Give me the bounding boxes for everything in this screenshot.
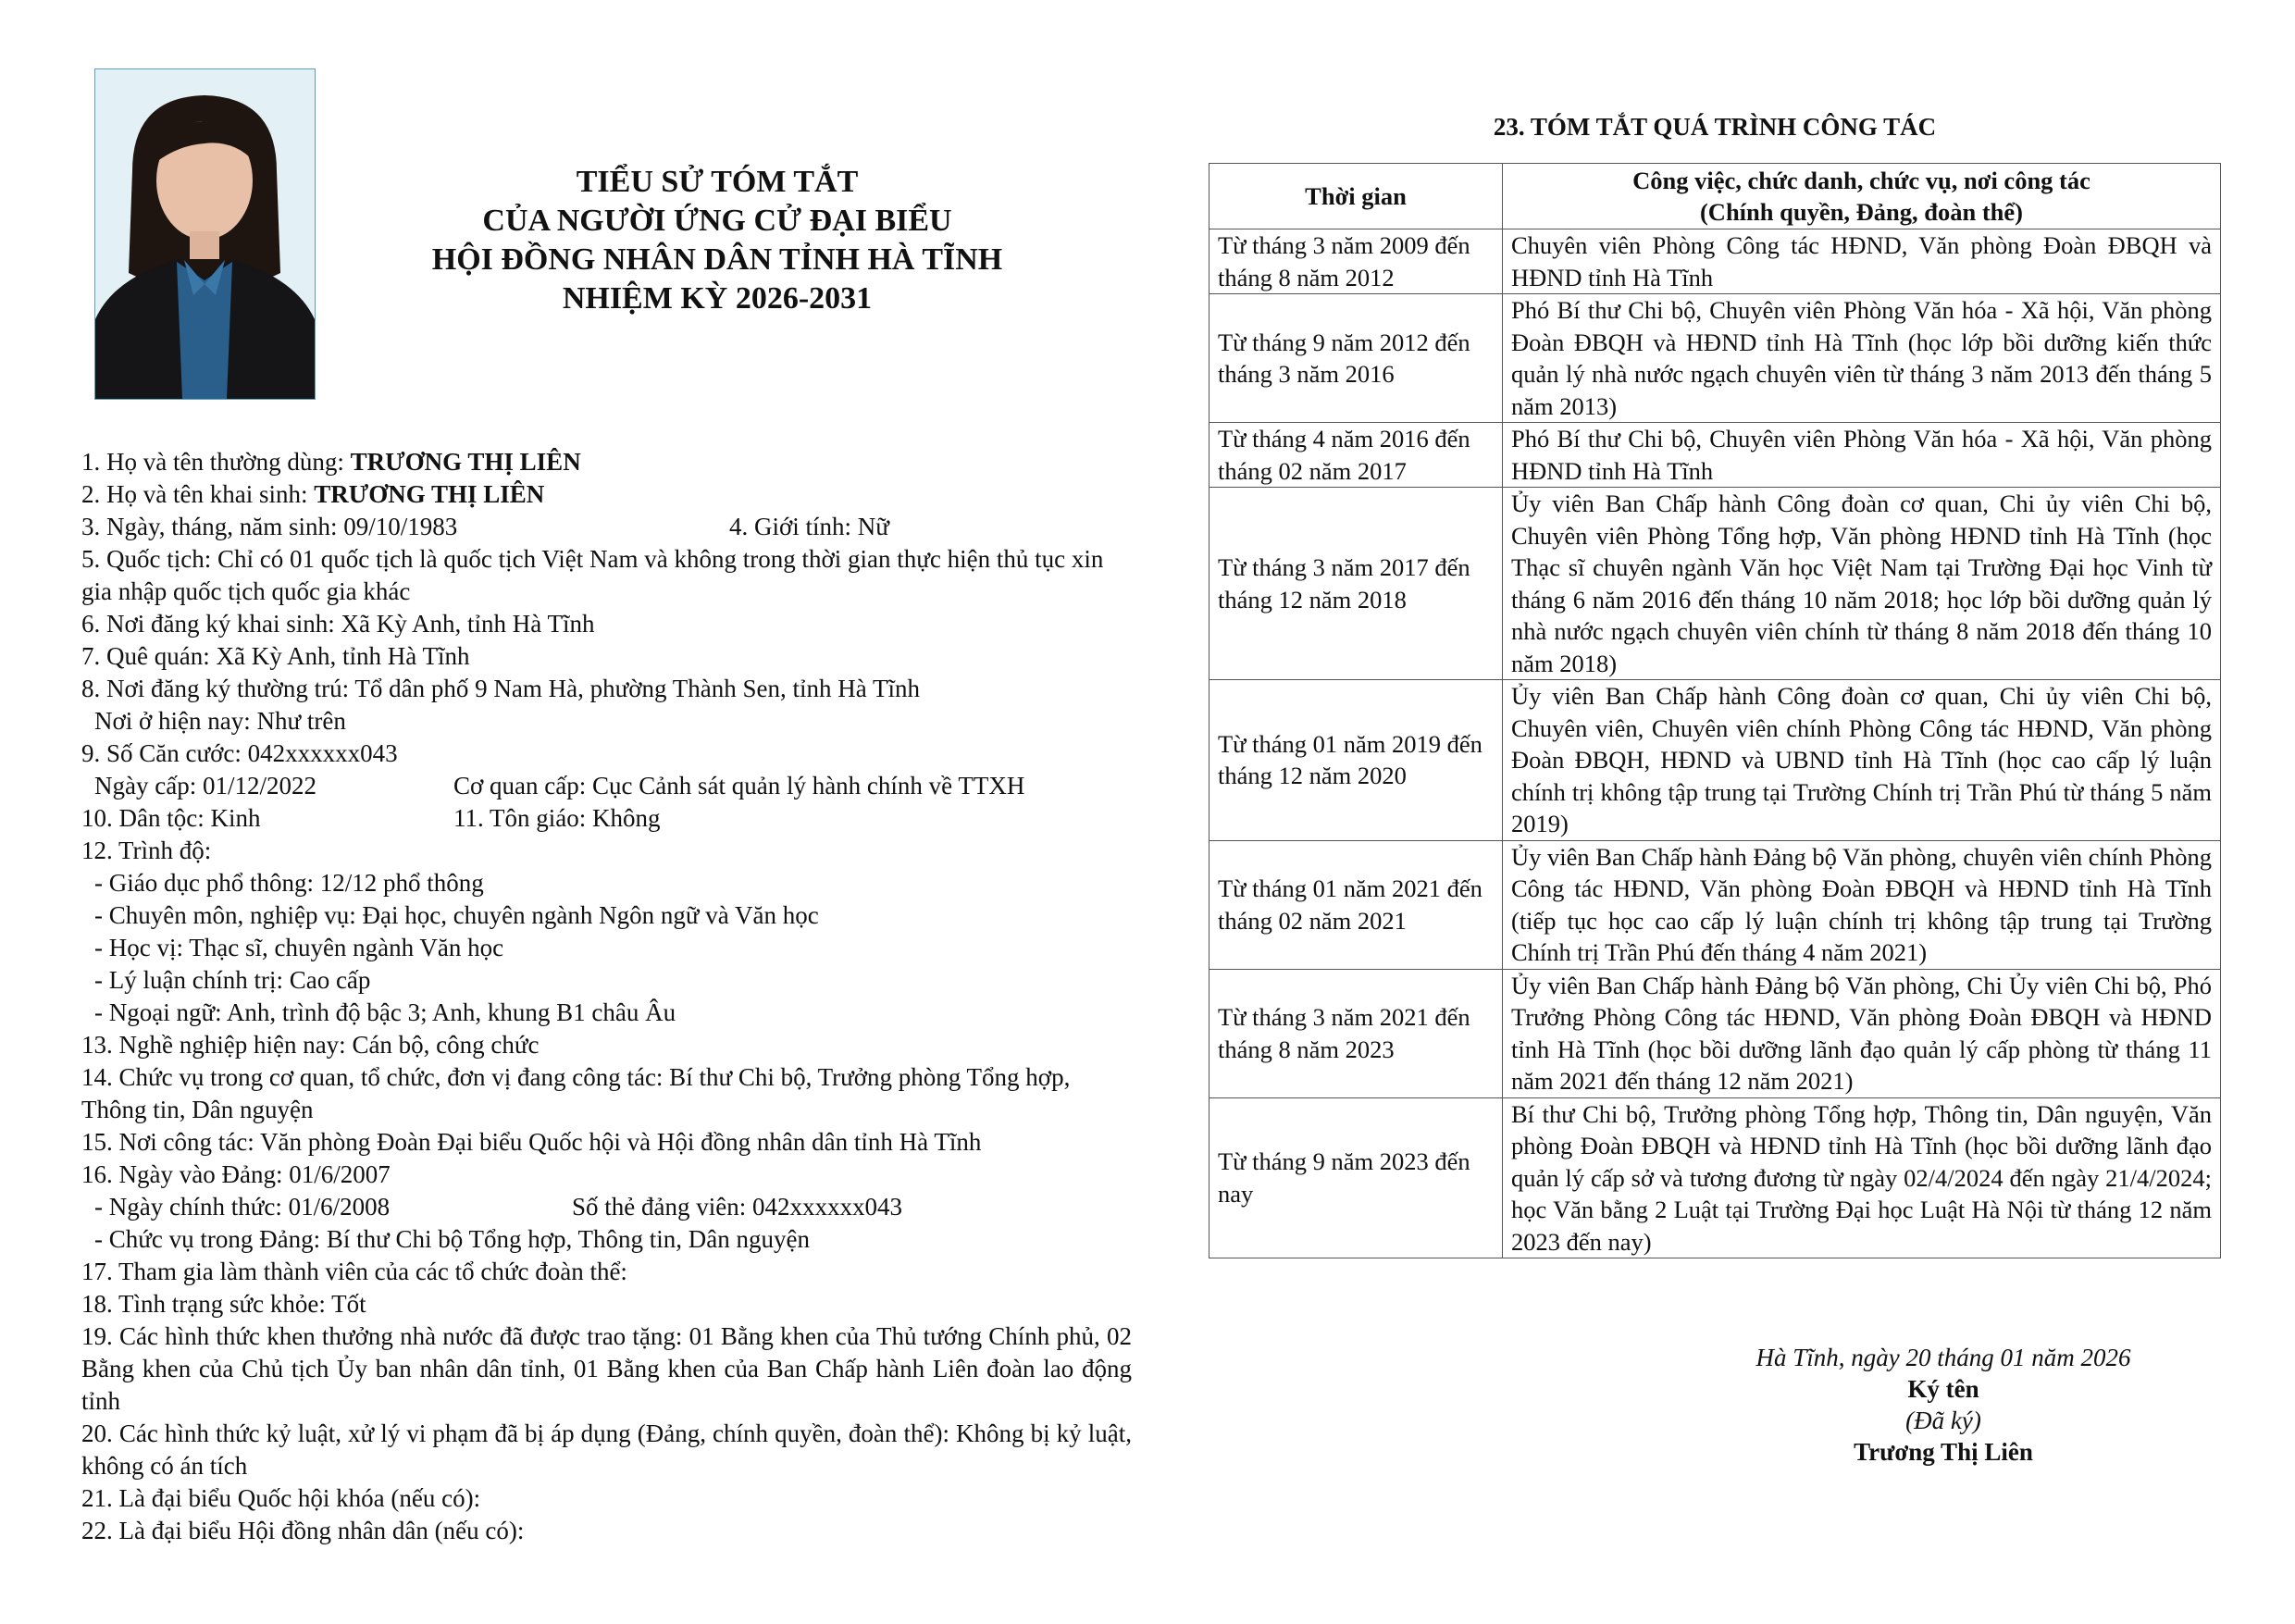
title-line-2: CỦA NGƯỜI ỨNG CỬ ĐẠI BIỂU: [482, 204, 952, 238]
info-line: 8. Nơi đăng ký thường trú: Tổ dân phố 9 Nam Hà, phường Thành Sen, tỉnh Hà Tĩnh: [81, 675, 921, 702]
signature-label: Ký tên: [1907, 1375, 1979, 1403]
info-line: - Lý luận chính trị: Cao cấp: [94, 966, 371, 994]
signature-block: [1712, 1342, 2175, 1468]
row-time: Từ tháng 3 năm 2009 đến tháng 8 năm 2012: [1210, 229, 1503, 294]
row-desc: Bí thư Chi bộ, Trưởng phòng Tổng hợp, Thông tin, Dân nguyện, Văn phòng Đoàn ĐBQH và HĐND tỉnh Hà Tĩnh (học bồi dưỡng lãnh đạo quản lý cấp sở và tương đương từ ngày 02/4/2024 đến ngày 21/4/2024; học Văn bằng 2 Luật tại Trường Đại học Luật Hà Nội từ tháng 12 năm 2023 đến nay): [1503, 1097, 2221, 1258]
row-desc: Phó Bí thư Chi bộ, Chuyên viên Phòng Văn hóa - Xã hội, Văn phòng HĐND tỉnh Hà Tĩnh: [1503, 423, 2221, 488]
table-row: [1210, 840, 2221, 969]
info-line: 20. Các hình thức kỷ luật, xử lý vi phạm đã bị áp dụng (Đảng, chính quyền, đoàn thể): Không bị kỷ luật, không có án tích: [81, 1419, 1132, 1480]
place-date: Hà Tĩnh, ngày 20 tháng 01 năm 2026: [1755, 1344, 2131, 1371]
info-line: [81, 1191, 1132, 1223]
info-line: 17. Tham gia làm thành viên của các tổ chức đoàn thể:: [81, 1258, 627, 1285]
party-card-number: Số thẻ đảng viên: 042xxxxxx043: [572, 1193, 902, 1221]
column-header-role-line1: Công việc, chức danh, chức vụ, nơi công tác: [1632, 166, 2090, 194]
issue-date: Ngày cấp: 01/12/2022: [94, 772, 316, 800]
info-line: [81, 802, 1132, 835]
column-header-role-line2: (Chính quyền, Đảng, đoàn thể): [1699, 198, 2024, 226]
candidate-photo: [94, 68, 316, 400]
info-line: 6. Nơi đăng ký khai sinh: Xã Kỳ Anh, tỉnh Hà Tĩnh: [81, 610, 595, 638]
info-line: 5. Quốc tịch: Chỉ có 01 quốc tịch là quốc tịch Việt Nam và không trong thời gian thực hiện thủ tục xin gia nhập quốc tịch quốc gia khác: [81, 545, 1104, 605]
career-table: [1209, 163, 2221, 1258]
info-line: - Học vị: Thạc sĩ, chuyên ngành Văn học: [94, 934, 504, 961]
signed-note: (Đã ký): [1905, 1407, 1981, 1434]
info-line: 21. Là đại biểu Quốc hội khóa (nếu có):: [81, 1484, 481, 1512]
table-row: [1210, 294, 2221, 423]
column-header-role: [1503, 164, 2221, 229]
row-time: Từ tháng 4 năm 2016 đến tháng 02 năm 2017: [1210, 423, 1503, 488]
row-time: Từ tháng 3 năm 2017 đến tháng 12 năm 2018: [1210, 488, 1503, 680]
table-row: [1210, 423, 2221, 488]
info-line: 16. Ngày vào Đảng: 01/6/2007: [81, 1160, 391, 1188]
info-line: 12. Trình độ:: [81, 837, 212, 864]
info-line: - Giáo dục phổ thông: 12/12 phổ thông: [94, 869, 484, 897]
signer-name: Trương Thị Liên: [1854, 1438, 2033, 1466]
title-line-1: TIỂU SỬ TÓM TẮT: [576, 165, 859, 199]
row-time: Từ tháng 3 năm 2021 đến tháng 8 năm 2023: [1210, 969, 1503, 1097]
birth-name: TRƯƠNG THỊ LIÊN: [314, 480, 545, 508]
table-row: [1210, 488, 2221, 680]
info-line: [81, 770, 1132, 802]
info-line: [81, 478, 1132, 511]
title-line-4: NHIỆM KỲ 2026-2031: [562, 281, 873, 316]
info-line: Nơi ở hiện nay: Như trên: [94, 707, 346, 735]
birth-date: 3. Ngày, tháng, năm sinh: 09/10/1983: [81, 513, 458, 540]
info-line: 14. Chức vụ trong cơ quan, tổ chức, đơn vị đang công tác: Bí thư Chi bộ, Trưởng phòng Tổng hợp, Thông tin, Dân nguyện: [81, 1063, 1071, 1123]
table-row: [1210, 229, 2221, 294]
info-line: [81, 446, 1132, 478]
table-row: [1210, 969, 2221, 1097]
table-row: [1210, 680, 2221, 841]
row-time: Từ tháng 01 năm 2021 đến tháng 02 năm 2021: [1210, 840, 1503, 969]
column-header-time: Thời gian: [1210, 164, 1503, 229]
row-time: Từ tháng 9 năm 2023 đến nay: [1210, 1097, 1503, 1258]
info-line: 9. Số Căn cước: 042xxxxxx043: [81, 739, 398, 767]
row-desc: Ủy viên Ban Chấp hành Đảng bộ Văn phòng, Chi Ủy viên Chi bộ, Phó Trưởng Phòng Công tác HĐND, Văn phòng Đoàn ĐBQH và HĐND tỉnh Hà Tĩnh (học bồi dưỡng lãnh đạo quản lý cấp phòng từ tháng 11 năm 2021 đến tháng 12 năm 2021): [1503, 969, 2221, 1097]
career-section-title: 23. TÓM TẮT QUÁ TRÌNH CÔNG TÁC: [1493, 113, 1937, 141]
info-line: 13. Nghề nghiệp hiện nay: Cán bộ, công chức: [81, 1031, 540, 1059]
personal-info: [81, 446, 1132, 1547]
info-line: 15. Nơi công tác: Văn phòng Đoàn Đại biểu Quốc hội và Hội đồng nhân dân tỉnh Hà Tĩnh: [81, 1128, 982, 1156]
row-desc: Ủy viên Ban Chấp hành Công đoàn cơ quan, Chi ủy viên Chi bộ, Chuyên viên Phòng Tổng hợp, Văn phòng HĐND tỉnh Hà Tĩnh (học Thạc sĩ chuyên ngành Văn học Việt Nam tại Trường Đại học Vinh từ tháng 6 năm 2016 đến tháng 10 năm 2018; học lớp bồi dưỡng quản lý nhà nước ngạch chuyên viên chính từ tháng 8 năm 2018 đến tháng 10 năm 2018): [1503, 488, 2221, 680]
info-line: 22. Là đại biểu Hội đồng nhân dân (nếu có):: [81, 1517, 525, 1544]
official-date: - Ngày chính thức: 01/6/2008: [94, 1193, 391, 1221]
gender: 4. Giới tính: Nữ: [729, 513, 889, 540]
label: 1. Họ và tên thường dùng:: [81, 448, 351, 476]
table-row: [1210, 1097, 2221, 1258]
row-time: Từ tháng 9 năm 2012 đến tháng 3 năm 2016: [1210, 294, 1503, 423]
info-line: - Chuyên môn, nghiệp vụ: Đại học, chuyên ngành Ngôn ngữ và Văn học: [94, 901, 819, 929]
religion: 11. Tôn giáo: Không: [453, 804, 661, 832]
row-desc: Phó Bí thư Chi bộ, Chuyên viên Phòng Văn hóa - Xã hội, Văn phòng Đoàn ĐBQH và HĐND tỉnh Hà Tĩnh (học lớp bồi dưỡng kiến thức quản lý nhà nước ngạch chuyên viên từ tháng 3 năm 2013 đến tháng 5 năm 2013): [1503, 294, 2221, 423]
title-line-3: HỘI ĐỒNG NHÂN DÂN TỈNH HÀ TĨNH: [431, 242, 1003, 277]
info-line: 7. Quê quán: Xã Kỳ Anh, tỉnh Hà Tĩnh: [81, 642, 470, 670]
info-line: [81, 511, 1132, 543]
info-line: - Chức vụ trong Đảng: Bí thư Chi bộ Tổng hợp, Thông tin, Dân nguyện: [94, 1225, 811, 1253]
row-desc: Chuyên viên Phòng Công tác HĐND, Văn phòng Đoàn ĐBQH và HĐND tỉnh Hà Tĩnh: [1503, 229, 2221, 294]
label: 2. Họ và tên khai sinh:: [81, 480, 315, 508]
document-title: [389, 163, 1046, 318]
row-time: Từ tháng 01 năm 2019 đến tháng 12 năm 2020: [1210, 680, 1503, 841]
table-header-row: [1210, 164, 2221, 229]
info-line: 18. Tình trạng sức khỏe: Tốt: [81, 1290, 366, 1318]
info-line: - Ngoại ngữ: Anh, trình độ bậc 3; Anh, khung B1 châu Âu: [94, 998, 676, 1026]
issuing-authority: Cơ quan cấp: Cục Cảnh sát quản lý hành chính về TTXH: [453, 772, 1025, 800]
ethnicity: 10. Dân tộc: Kinh: [81, 804, 261, 832]
row-desc: Ủy viên Ban Chấp hành Công đoàn cơ quan, Chi ủy viên Chi bộ, Chuyên viên, Chuyên viên chính Phòng Công tác HĐND, Văn phòng Đoàn ĐBQH, HĐND và UBND tỉnh Hà Tĩnh (học cao cấp lý luận chính trị không tập trung tại Trường Chính trị Trần Phú từ tháng 5 năm 2019): [1503, 680, 2221, 841]
row-desc: Ủy viên Ban Chấp hành Đảng bộ Văn phòng, chuyên viên chính Phòng Công tác HĐND, Văn phòng Đoàn ĐBQH và HĐND tỉnh Hà Tĩnh (tiếp tục học cao cấp lý luận chính trị không tập trung tại Trường Chính trị Trần Phú đến tháng 4 năm 2021): [1503, 840, 2221, 969]
common-name: TRƯƠNG THỊ LIÊN: [350, 448, 581, 476]
info-line: 19. Các hình thức khen thưởng nhà nước đã được trao tặng: 01 Bằng khen của Thủ tướng Chính phủ, 02 Bằng khen của Chủ tịch Ủy ban nhân dân tỉnh, 01 Bằng khen của Ban Chấp hành Liên đoàn lao động tỉnh: [81, 1322, 1132, 1415]
